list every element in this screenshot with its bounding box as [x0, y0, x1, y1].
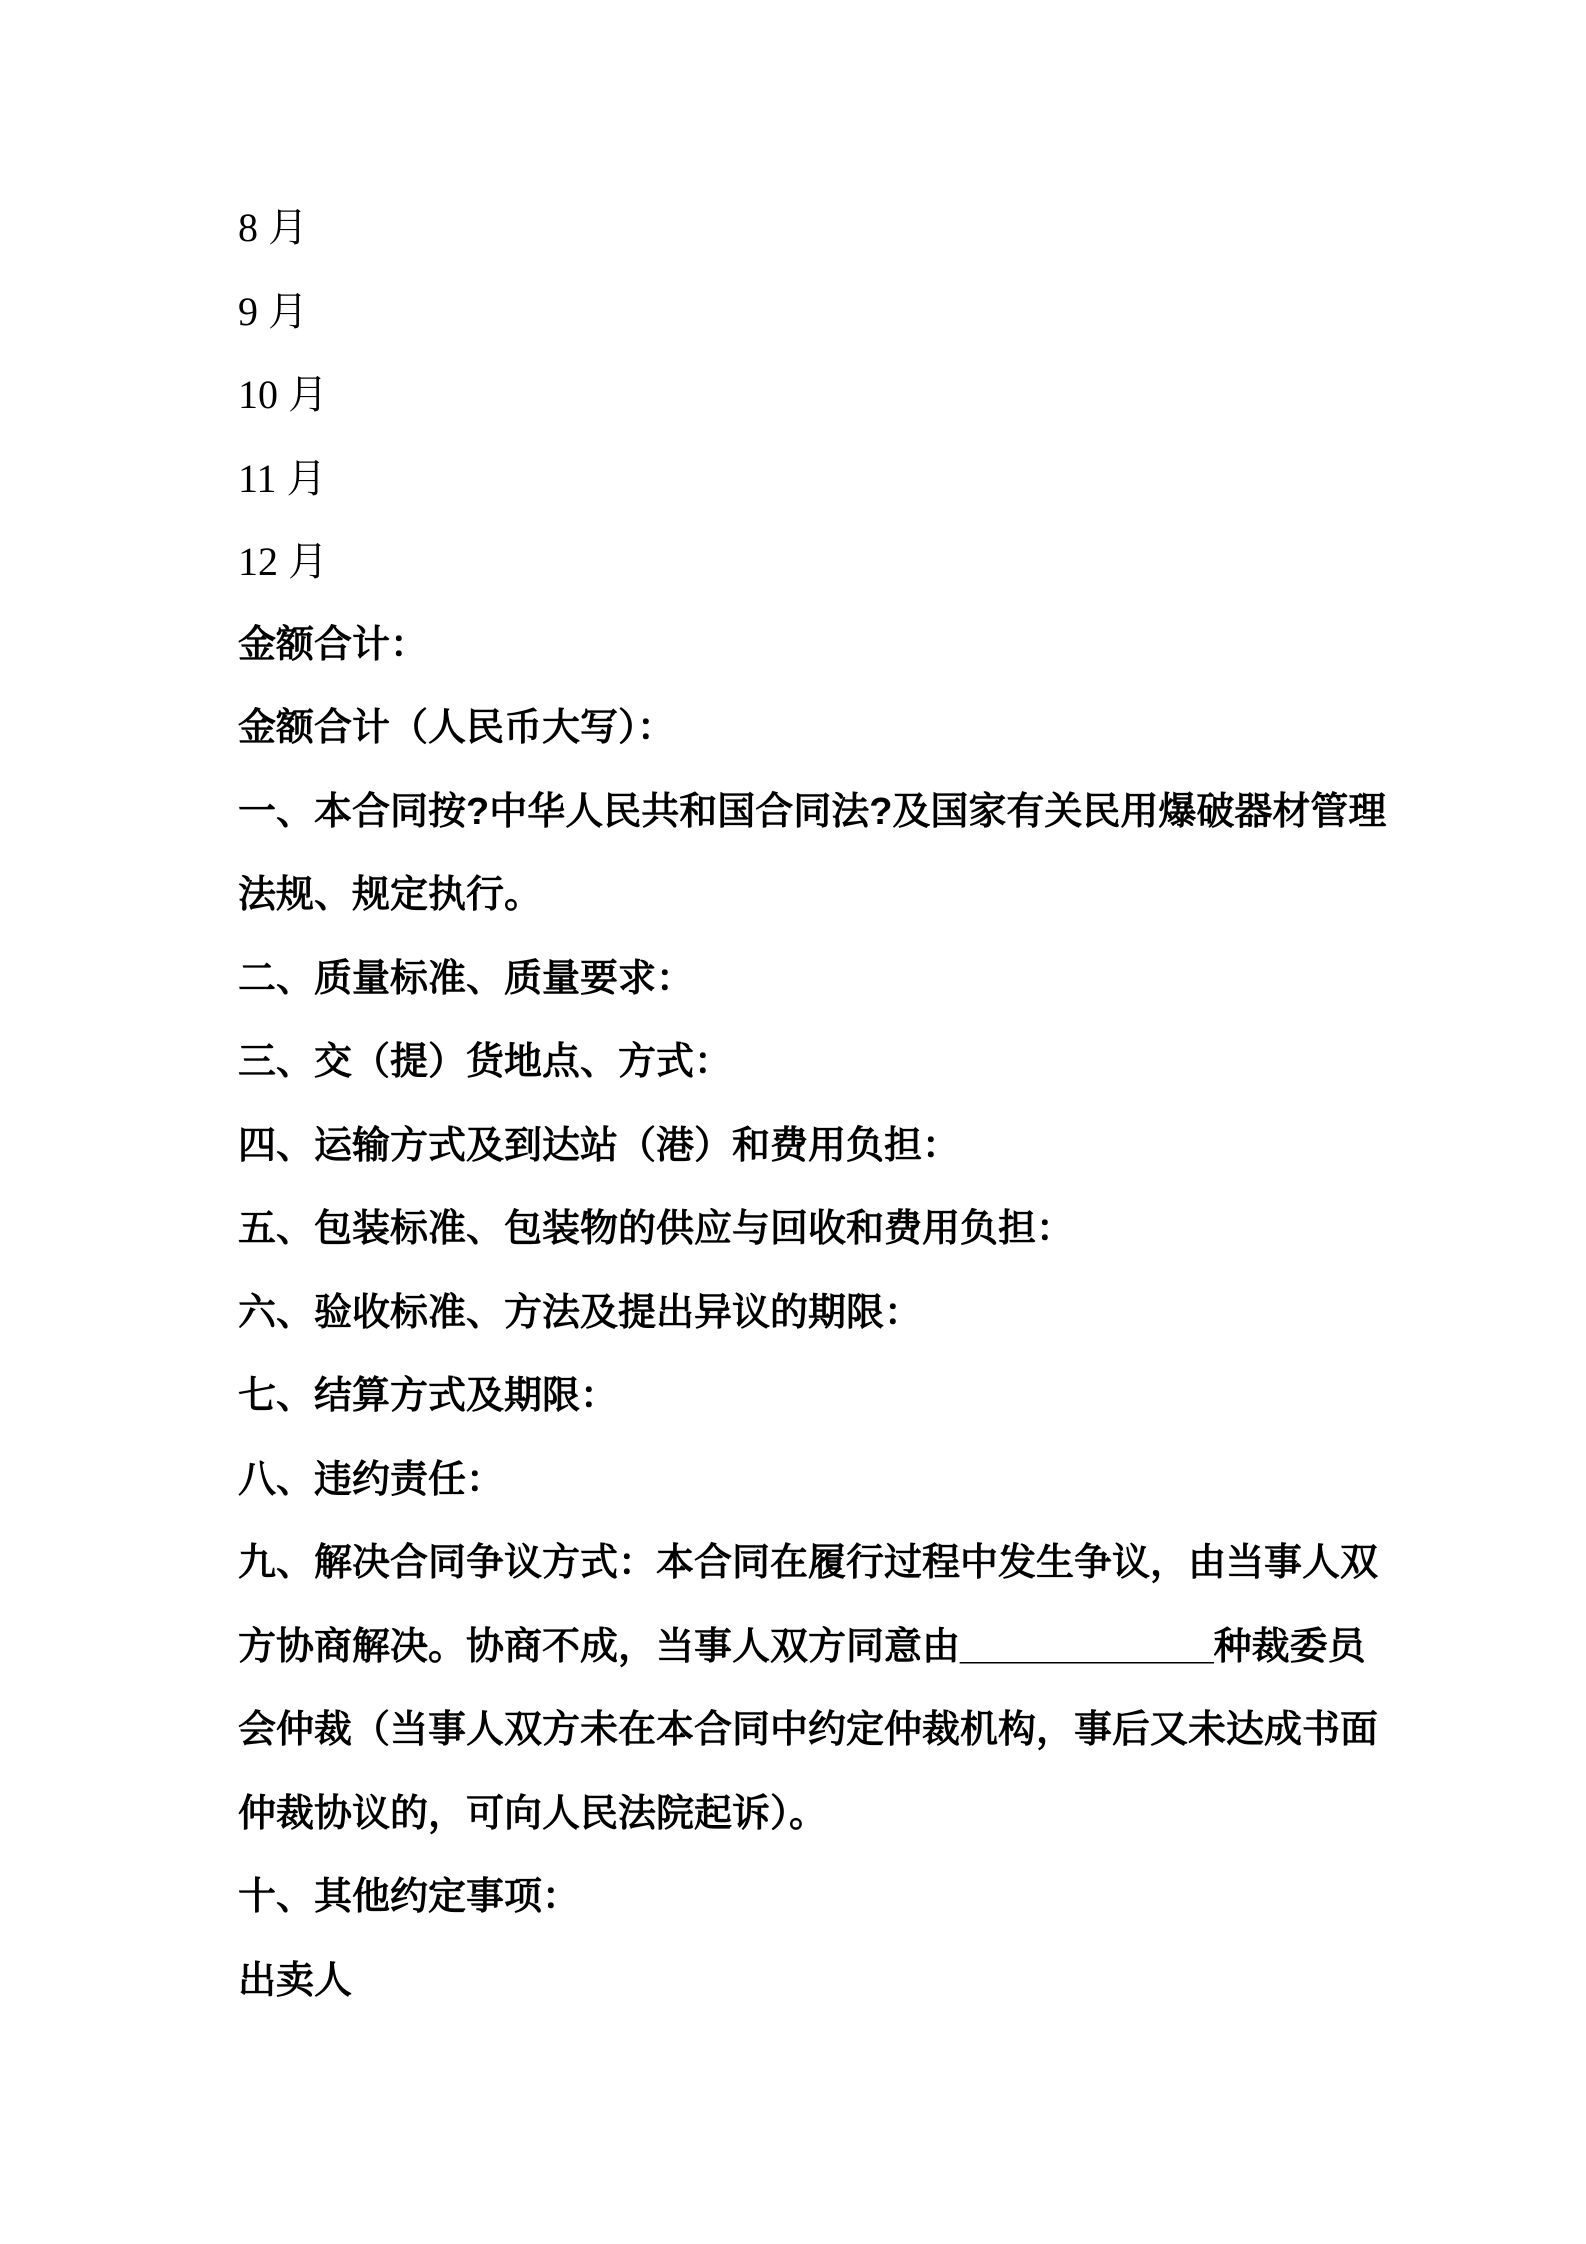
document-line: 11 月 — [238, 455, 327, 501]
document-line: 10 月 — [238, 372, 328, 417]
document-line: 九、解决合同争议方式：本合同在履行过程中发生争议，由当事人双 — [238, 1542, 1379, 1584]
document-line: 二、质量标准、质量要求： — [238, 957, 695, 1000]
document-line: 三、交（提）货地点、方式： — [238, 1041, 733, 1083]
document-line: 七、结算方式及期限： — [238, 1375, 619, 1417]
document-line: 仲裁协议的，可向人民法院起诉）。 — [238, 1792, 828, 1835]
document-line: 法规、规定执行。 — [238, 874, 543, 916]
document-line: 五、包装标准、包装物的供应与回收和费用负担： — [238, 1208, 1075, 1250]
contract-document — [238, 186, 1476, 2023]
document-line: 方协商解决。协商不成，当事人双方同意由____________种裁委员 — [238, 1625, 1366, 1668]
document-line: 出卖人 — [238, 1959, 353, 2002]
document-line: 9 月 — [238, 288, 308, 334]
document-line: 12 月 — [238, 539, 328, 584]
document-line: 十、其他约定事项： — [238, 1876, 581, 1918]
document-line: 金额合计： — [238, 623, 429, 666]
document-line: 六、验收标准、方法及提出异议的期限： — [238, 1291, 923, 1334]
document-line: 四、运输方式及到达站（港）和费用负担： — [238, 1124, 961, 1167]
document-line: 会仲裁（当事人双方未在本合同中约定仲裁机构，事后又未达成书面 — [238, 1709, 1379, 1751]
document-line: 8 月 — [238, 205, 308, 250]
document-line: 一、本合同按?中华人民共和国合同法?及国家有关民用爆破器材管理 — [238, 790, 1387, 833]
document-line: 八、违约责任： — [238, 1458, 505, 1501]
document-line: 金额合计（人民币大写）： — [238, 707, 676, 749]
